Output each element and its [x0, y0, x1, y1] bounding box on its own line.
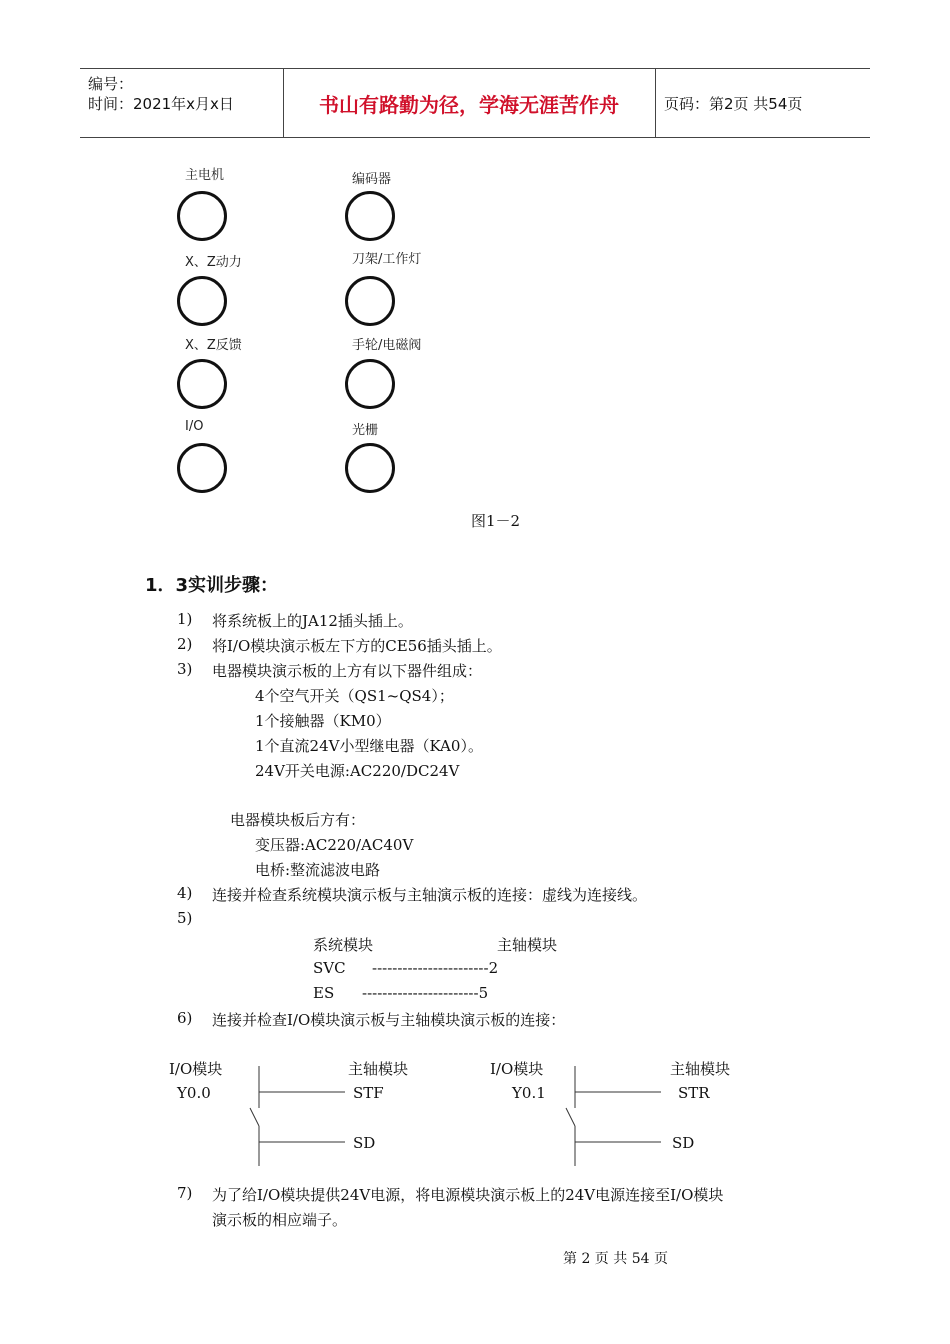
spindle-module-label: 主轴模块 [670, 1060, 731, 1078]
step-text-continued: 演示板的相应端子。 [212, 1211, 348, 1229]
step-number: 5) [177, 909, 193, 927]
rear-heading: 电器模块板后方有： [230, 811, 366, 829]
step-text: 将I/O模块演示板左下方的CE56插头插上。 [212, 637, 502, 655]
connector-socket-icon [345, 443, 395, 493]
table-header: 主轴模块 [497, 936, 558, 954]
rear-item: 电桥:整流滤波电路 [255, 861, 381, 879]
step-number: 6) [177, 1009, 193, 1027]
io-module-label: I/O模块 [490, 1060, 544, 1078]
spindle-terminal-label: STF [353, 1084, 384, 1102]
table-cell: ES [313, 984, 335, 1002]
connector-label: I/O [185, 419, 204, 434]
header-meta [80, 69, 284, 137]
step-number: 2) [177, 635, 193, 653]
table-cell: -----------------------5 [362, 984, 489, 1002]
step-number: 1) [177, 610, 193, 628]
step-number: 7) [177, 1184, 193, 1202]
component-item: 4个空气开关（QS1~QS4）； [255, 687, 454, 705]
connector-label: X、Z反馈 [185, 338, 242, 353]
component-item: 24V开关电源:AC220/DC24V [255, 762, 460, 780]
number-label: 编号： [88, 75, 134, 93]
spindle-terminal-label: SD [672, 1134, 695, 1152]
switch-symbol [240, 1062, 350, 1168]
step-text: 连接并检查系统模块演示板与主轴演示板的连接：虚线为连接线。 [212, 886, 648, 904]
step-text: 电器模块演示板的上方有以下器件组成： [212, 662, 483, 680]
connector-label: X、Z动力 [185, 255, 242, 270]
header-page-info: 页码：第2页 共54页 [664, 94, 803, 113]
step-text: 将系统板上的JA12插头插上。 [212, 612, 413, 630]
spindle-module-label: 主轴模块 [348, 1060, 409, 1078]
table-cell: SVC [313, 959, 346, 977]
step-text: 为了给I/O模块提供24V电源，将电源模块演示板上的24V电源连接至I/O模块 [212, 1186, 724, 1204]
page-footer: 第 2 页 共 54 页 [563, 1251, 668, 1267]
spindle-terminal-label: SD [353, 1134, 376, 1152]
component-item: 1个直流24V小型继电器（KA0）。 [255, 737, 483, 755]
connector-label: 光栅 [352, 423, 379, 438]
connector-label: 刀架/工作灯 [352, 252, 422, 267]
step-text: 连接并检查I/O模块演示板与主轴模块演示板的连接： [212, 1011, 566, 1029]
rear-item: 变压器:AC220/AC40V [255, 836, 414, 854]
time-label: 时间：2021年x月x日 [88, 95, 234, 113]
connector-socket-icon [345, 276, 395, 326]
connector-socket-icon [177, 443, 227, 493]
table-header: 系统模块 [313, 936, 374, 954]
table-cell: -----------------------2 [372, 959, 499, 977]
connector-socket-icon [177, 276, 227, 326]
connector-socket-icon [345, 359, 395, 409]
connector-socket-icon [177, 191, 227, 241]
connector-socket-icon [345, 191, 395, 241]
connector-label: 手轮/电磁阀 [352, 338, 422, 353]
step-number: 4) [177, 884, 193, 902]
switch-symbol [556, 1062, 666, 1168]
connector-label: 主电机 [185, 168, 225, 183]
figure-caption: 图1－2 [471, 512, 521, 530]
header-motto: 书山有路勤为径，学海无涯苦作舟 [283, 69, 656, 137]
io-port-label: Y0.0 [177, 1084, 211, 1102]
section-heading: 1．3实训步骤： [145, 575, 279, 596]
io-module-label: I/O模块 [169, 1060, 223, 1078]
page-header [80, 68, 870, 138]
connector-socket-icon [177, 359, 227, 409]
connector-label: 编码器 [352, 172, 392, 187]
spindle-terminal-label: STR [678, 1084, 710, 1102]
io-port-label: Y0.1 [512, 1084, 546, 1102]
step-number: 3) [177, 660, 193, 678]
component-item: 1个接触器（KM0） [255, 712, 391, 730]
